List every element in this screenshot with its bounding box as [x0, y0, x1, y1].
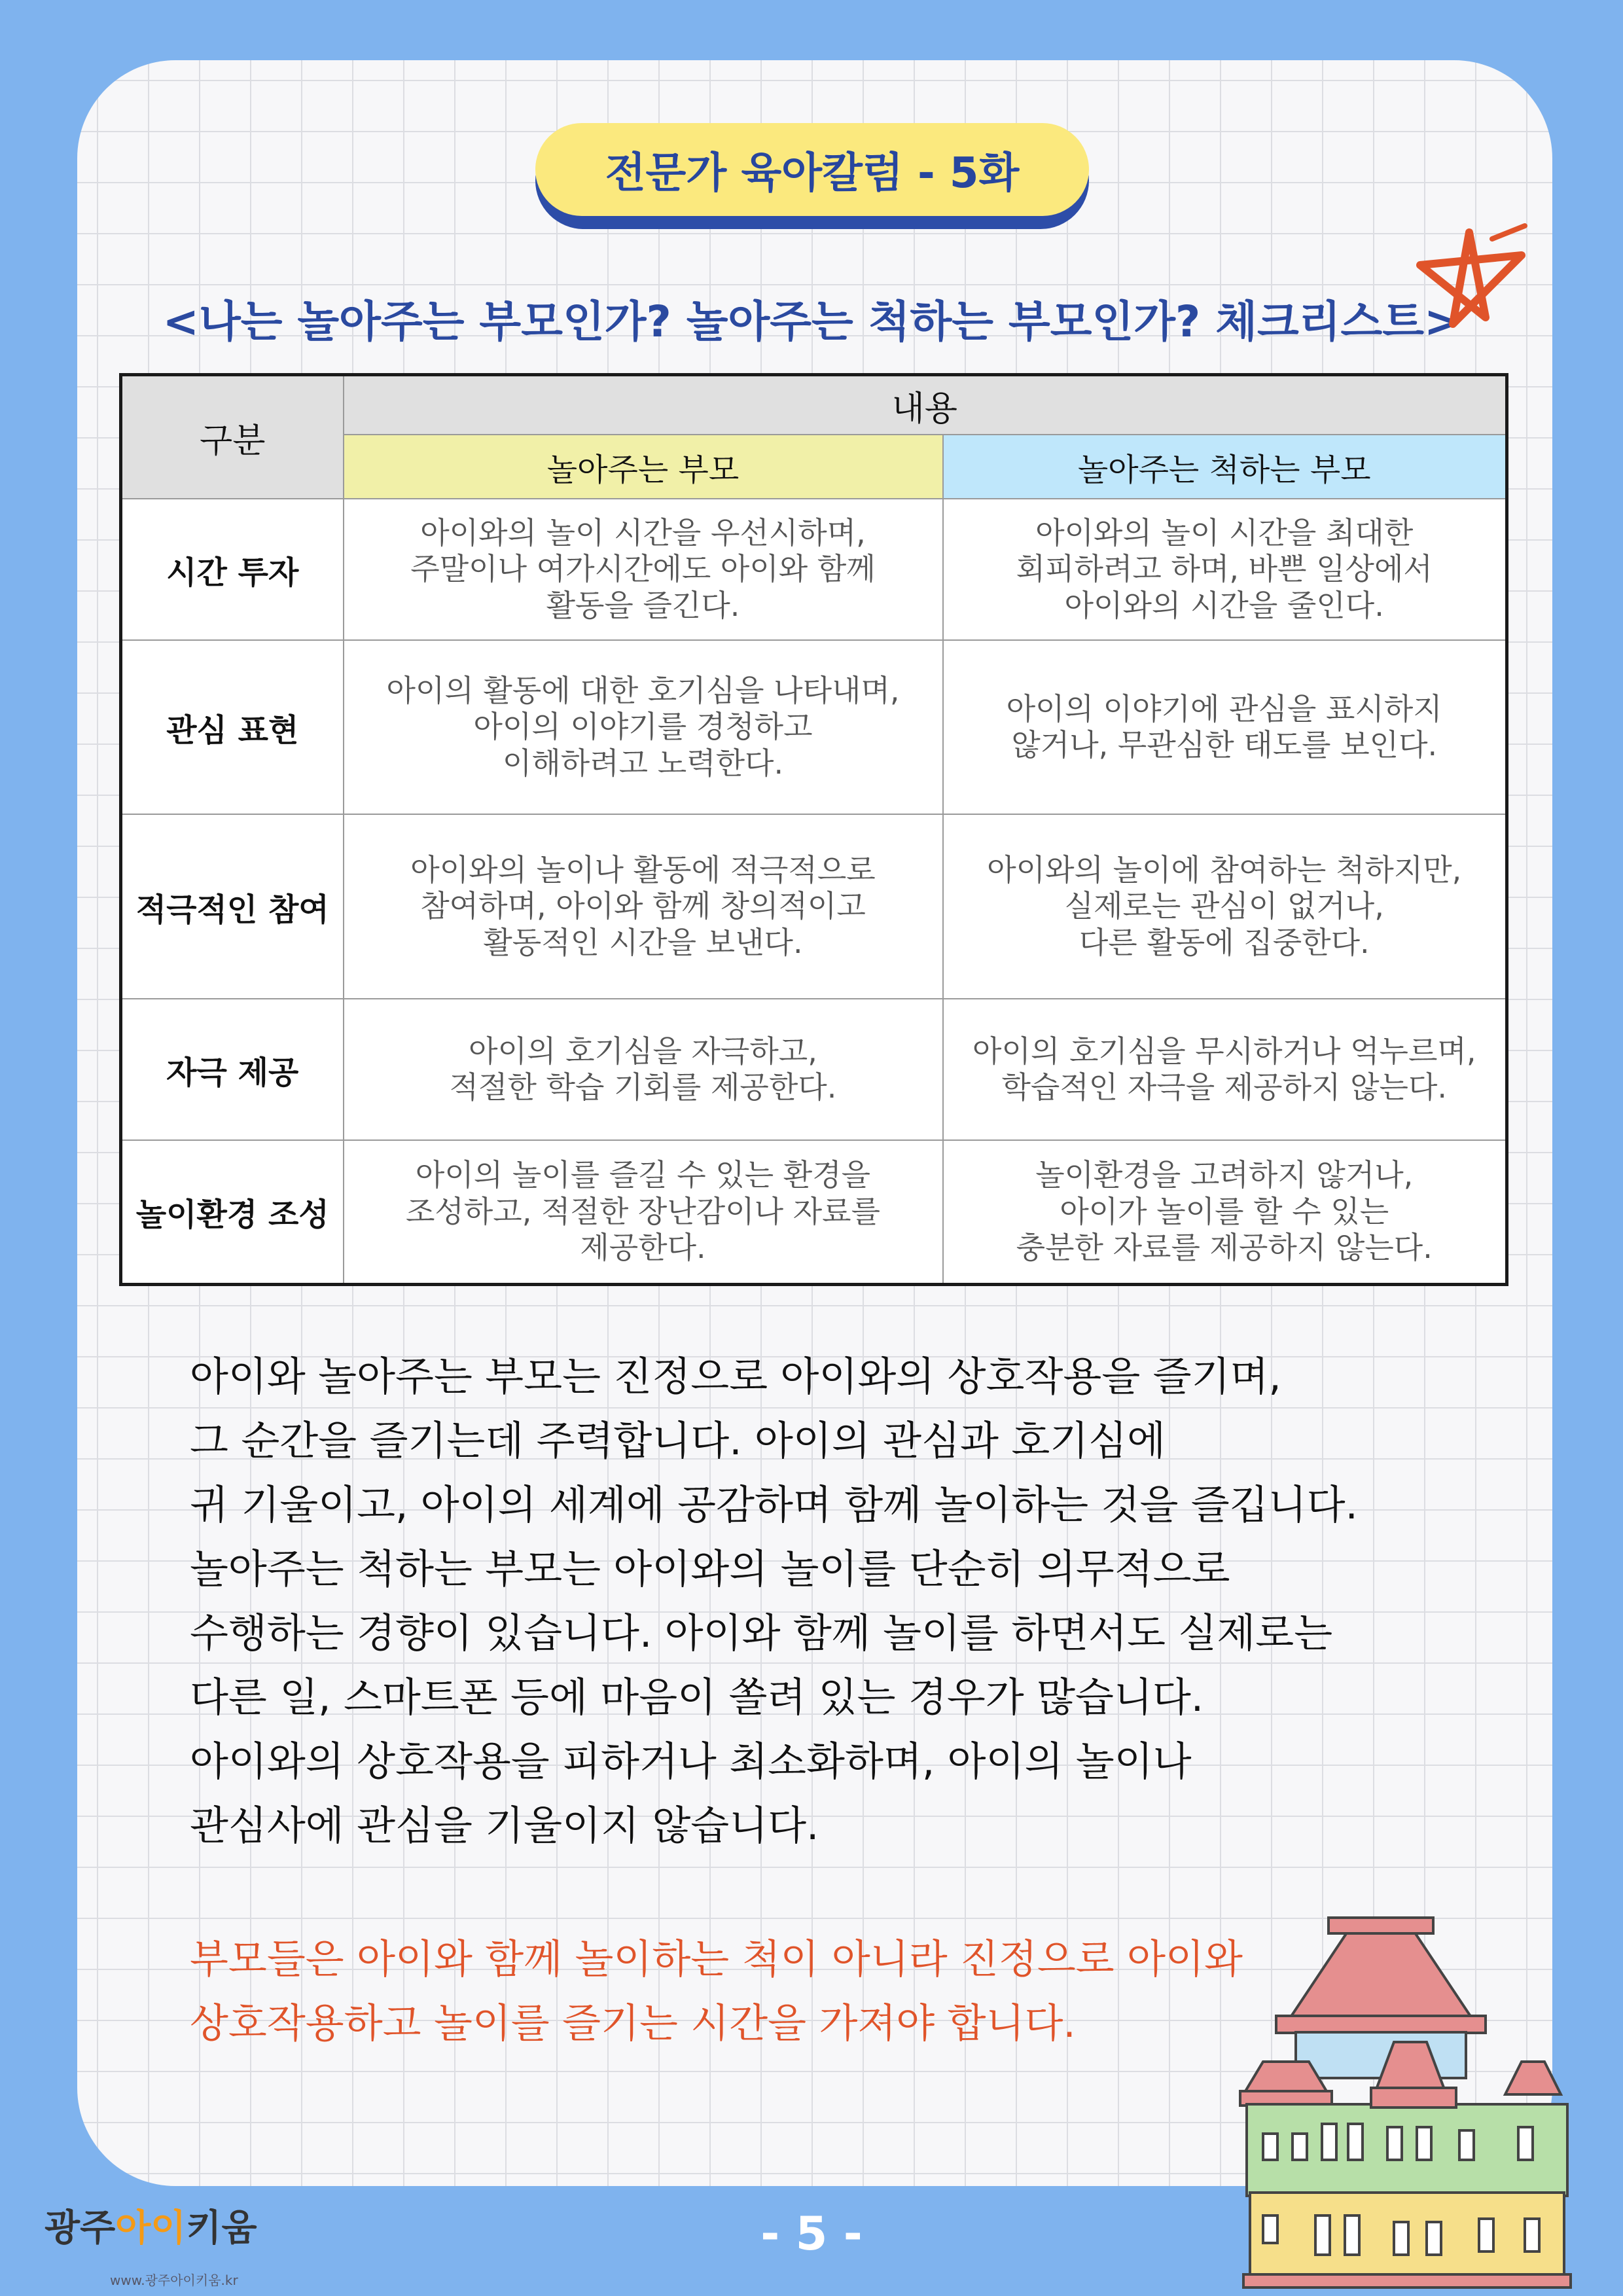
row-category: 자극 제공 — [121, 999, 344, 1140]
body-line: 다른 일, 스마트폰 등에 마음이 쏠려 있는 경우가 많습니다. — [190, 1674, 1204, 1721]
row-category: 놀이환경 조성 — [121, 1140, 344, 1284]
row-cell-b: 아이와의 놀이에 참여하는 척하지만, 실제로는 관심이 없거나, 다른 활동에 집중한다. — [943, 814, 1507, 999]
table-row — [121, 999, 1507, 1140]
row-cell-a: 아이의 활동에 대한 호기심을 나타내며, 아이의 이야기를 경청하고 이해하려고 노력한다. — [344, 640, 943, 814]
body-line: 수행하는 경향이 있습니다. 아이와 함께 놀이를 하면서도 실제로는 — [190, 1610, 1333, 1657]
logo-url: www.광주아이키움.kr — [110, 2272, 238, 2288]
checklist-table — [119, 373, 1508, 1286]
table-row — [121, 499, 1507, 640]
row-category: 시간 투자 — [121, 499, 344, 640]
row-cell-b: 아이의 호기심을 무시하거나 억누르며, 학습적인 자극을 제공하지 않는다. — [943, 999, 1507, 1140]
logo-text-right: 키움 — [186, 2207, 257, 2250]
table-row — [121, 640, 1507, 814]
logo-text-mid: 아이 — [115, 2207, 187, 2250]
emphasis-line: 상호작용하고 놀이를 즐기는 시간을 가져야 합니다. — [190, 2000, 1076, 2047]
header-pretending-parent: 놀아주는 척하는 부모 — [943, 435, 1507, 499]
row-cell-b: 아이와의 놀이 시간을 최대한 회피하려고 하며, 바쁜 일상에서 아이와의 시간을 줄인다. — [943, 499, 1507, 640]
row-cell-a: 아이와의 놀이 시간을 우선시하며, 주말이나 여가시간에도 아이와 함께 활동을 즐긴다. — [344, 499, 943, 640]
row-category: 관심 표현 — [121, 640, 344, 814]
header-playing-parent: 놀아주는 부모 — [344, 435, 943, 499]
gwangju-ikium-logo — [45, 2196, 257, 2255]
header-content: 내용 — [344, 375, 1507, 435]
star-doodle-icon — [1407, 219, 1531, 331]
body-line: 귀 기울이고, 아이의 세계에 공감하며 함께 놀이하는 것을 즐깁니다. — [190, 1482, 1358, 1528]
body-paragraph — [190, 1345, 1499, 1858]
row-cell-a: 아이와의 놀이나 활동에 적극적으로 참여하며, 아이와 함께 창의적이고 활동적인 시간을 보낸다. — [344, 814, 943, 999]
logo-text-left: 광주 — [45, 2207, 116, 2250]
body-line: 아이와 놀아주는 부모는 진정으로 아이와의 상호작용을 즐기며, — [190, 1354, 1281, 1400]
emphasis-paragraph — [190, 1928, 1368, 2056]
body-line: 놀아주는 척하는 부모는 아이와의 놀이를 단순히 의무적으로 — [190, 1546, 1230, 1592]
row-cell-a: 아이의 놀이를 즐길 수 있는 환경을 조성하고, 적절한 장난감이나 자료를 제공한다. — [344, 1140, 943, 1284]
row-category: 적극적인 참여 — [121, 814, 344, 999]
emphasis-line: 부모들은 아이와 함께 놀이하는 척이 아니라 진정으로 아이와 — [190, 1936, 1243, 1982]
row-cell-a: 아이의 호기심을 자극하고, 적절한 학습 기회를 제공한다. — [344, 999, 943, 1140]
body-line: 그 순간을 즐기는데 주력합니다. 아이의 관심과 호기심에 — [190, 1418, 1166, 1464]
row-cell-b: 놀이환경을 고려하지 않거나, 아이가 놀이를 할 수 있는 충분한 자료를 제공하지 않는다. — [943, 1140, 1507, 1284]
block-castle-illustration — [1230, 1898, 1597, 2291]
table-row — [121, 814, 1507, 999]
table-row — [121, 1140, 1507, 1284]
row-cell-b: 아이의 이야기에 관심을 표시하지 않거나, 무관심한 태도를 보인다. — [943, 640, 1507, 814]
page-number: - 5 - — [760, 2207, 863, 2261]
body-line: 아이와의 상호작용을 피하거나 최소화하며, 아이의 놀이나 — [190, 1738, 1192, 1785]
series-title: 전문가 육아칼럼 - 5화 — [535, 123, 1089, 216]
checklist-subtitle: <나는 놀아주는 부모인가? 놀아주는 척하는 부모인가? 체크리스트> — [162, 296, 1461, 347]
header-category: 구분 — [121, 375, 344, 499]
body-line: 관심사에 관심을 기울이지 않습니다. — [190, 1803, 819, 1849]
